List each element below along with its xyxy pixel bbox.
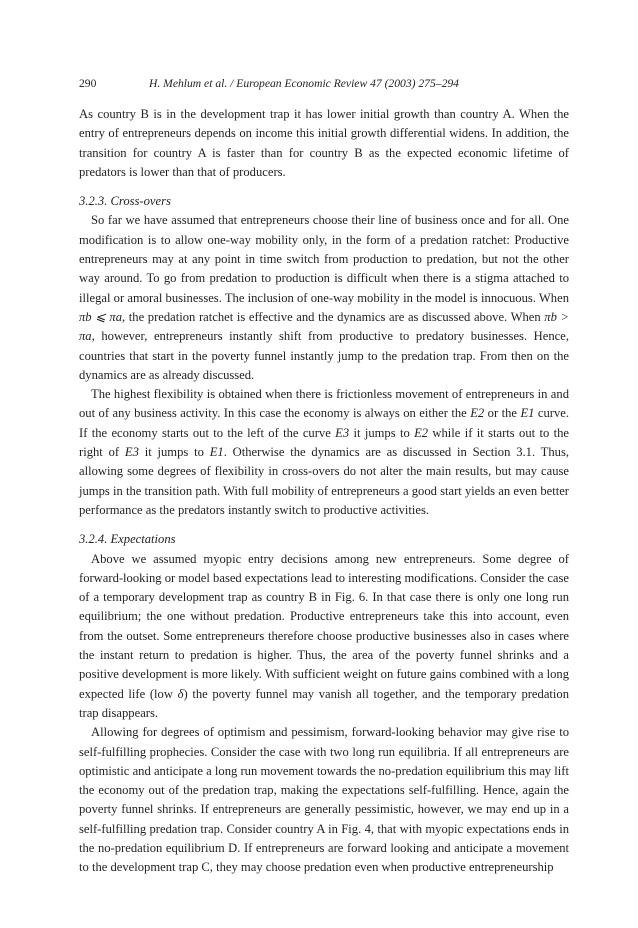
- text-run: , however, entrepreneurs instantly shift from productive to predatory businesses. Hence, countries that start in the poverty funnel instantly jump to the predation trap. From then on the dynamics are as already discussed.: [79, 329, 569, 382]
- math-inline: E2: [470, 406, 485, 421]
- text-run: ) the poverty funnel may vanish all together, and the temporary predation trap disappears.: [79, 686, 569, 720]
- journal-citation: H. Mehlum et al. / European Economic Review 47 (2003) 275–294: [149, 77, 459, 90]
- heading-expectations: 3.2.4. Expectations: [79, 532, 176, 547]
- page: [79, 74, 569, 878]
- intro-paragraph: As country B is in the development trap it has lower initial growth than country A. When the entry of entrepreneurs depends on income this initial growth differential widens. In addition, the transition for country A is faster than for country B as the expected economic lifetime of predators is lower than that of producers.: [79, 107, 569, 179]
- heading-cross-overs: 3.2.3. Cross-overs: [79, 194, 171, 209]
- page-number: 290: [79, 77, 97, 90]
- text-run: Above we assumed myopic entry decisions among new entrepreneurs. Some degree of forward-looking or model based expectations lead to interesting modifications. Consider the case of a temporary development trap as country B in Fig. 6. In that case there is only one long run equilibrium; the one without predation. Productive entrepreneurs take this into account, even from the outset. Some entrepreneurs therefore choose productive businesses also in cases where the instant return to predation is higher. Thus, the area of the poverty funnel shrinks and a positive development is more likely. With sufficient weight on future gains combined with a long expected life (low: [79, 551, 569, 701]
- text-run: or the: [484, 406, 521, 421]
- text-run: curve. If the economy starts out to the left of the curve: [79, 406, 570, 440]
- math-inline: πb ⩽ πa: [79, 309, 123, 324]
- crossovers-paragraph-1: [79, 211, 569, 385]
- math-inline: E3: [335, 425, 350, 440]
- math-inline: E1: [209, 445, 224, 460]
- text-run: , the predation ratchet is effective and the dynamics are as discussed above. When: [122, 309, 545, 324]
- math-inline: E3: [124, 445, 139, 460]
- text-run: So far we have assumed that entrepreneurs choose their line of business once and for all. One modification is to allow one-way mobility only, in the form of a predation ratchet: Productive entrepreneurs may at any point in time switch from production to predation, but not the other way around. To go from predation to production is difficult when there is a stigma attached to illegal or amoral businesses. The inclusion of one-way mobility in the model is innocuous. When: [79, 213, 569, 305]
- math-inline: E2: [414, 425, 429, 440]
- expectations-paragraph-2: Allowing for degrees of optimism and pessimism, forward-looking behavior may give rise to self-fulfilling prophecies. Consider the case with two long run equilibria. If all entrepreneurs are optimistic and anticipate a long run movement towards the no-predation equilibrium this may lift the economy out of the predation trap, making the expectations self-fulfilling. Hence, again the poverty funnel shrinks. If entrepreneurs are generally pessimistic, however, we may end up in a self-fulfilling predation trap. Consider country A in Fig. 4, that with myopic expectations ends in the no-predation equilibrium D. If entrepreneurs are forward looking and anticipate a movement to the development trap C, they may choose predation even when productive entrepreneurship: [79, 725, 569, 875]
- running-head: [79, 74, 569, 93]
- math-inline: δ: [177, 686, 184, 701]
- math-inline: πb > πa: [79, 309, 569, 344]
- text-run: it jumps to: [138, 445, 210, 460]
- math-inline: E1: [520, 406, 535, 421]
- text-run: . Otherwise the dynamics are as discussed in Section 3.1. Thus, allowing some degrees of flexibility in cross-overs do not alter the main results, but may cause jumps in the transition path. With full mobility of entrepreneurs a good start yields an even better performance as the predators instantly switch to productive activities.: [79, 445, 570, 517]
- text-run: while if it starts out to the right of: [79, 425, 569, 460]
- expectations-paragraph-1: [79, 550, 569, 724]
- text-run: it jumps to: [349, 425, 415, 440]
- crossovers-paragraph-2: [79, 385, 569, 520]
- text-run: The highest flexibility is obtained when there is frictionless movement of entrepreneurs in and out of any business activity. In this case the economy is always on either the: [79, 387, 569, 421]
